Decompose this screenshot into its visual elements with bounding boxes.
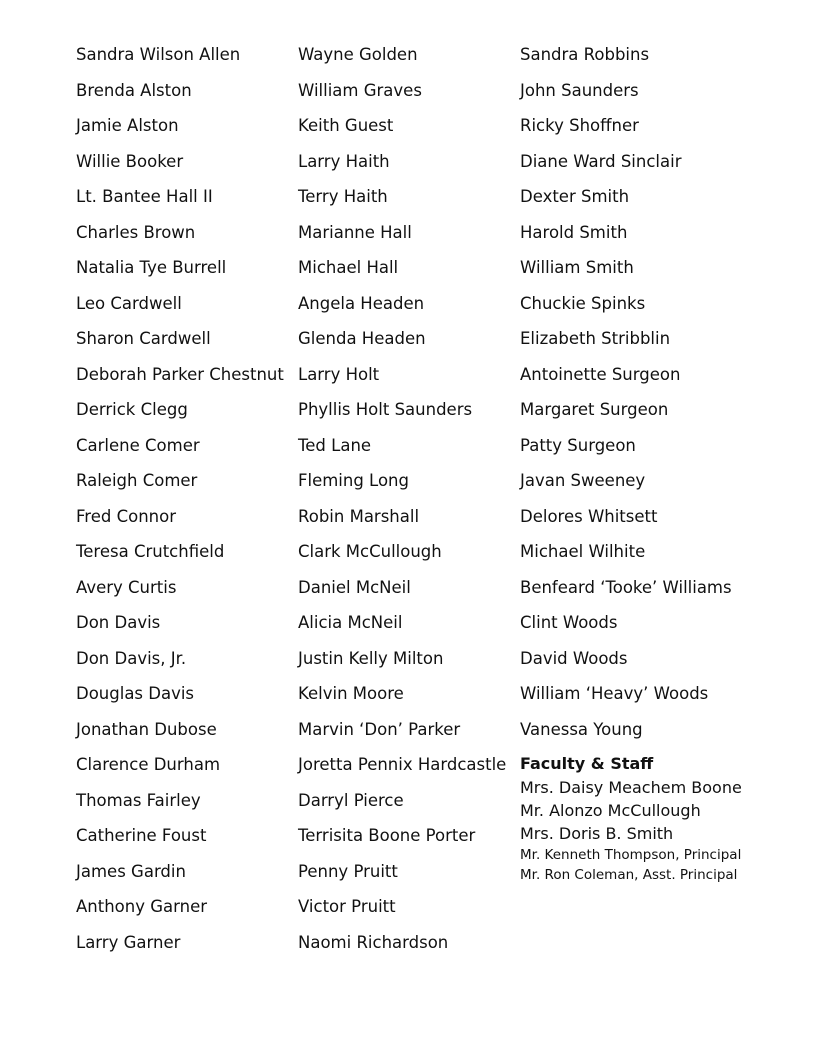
name-entry: Kelvin Moore: [298, 684, 404, 703]
faculty-member: Mrs. Daisy Meachem Boone: [520, 778, 742, 797]
name-entry: Dexter Smith: [520, 187, 630, 206]
name-entry: Sandra Robbins: [520, 45, 650, 64]
name-entry: Marianne Hall: [298, 222, 412, 242]
name-entry: Wayne Golden: [298, 45, 418, 64]
name-entry: Natalia Tye Burrell: [76, 258, 227, 277]
principal-line: Mr. Kenneth Thompson, Principal: [520, 847, 742, 863]
name-entry: Larry Haith: [298, 151, 390, 171]
name-entry: Margaret Surgeon: [520, 400, 669, 419]
name-entry: William Graves: [298, 80, 422, 100]
name-entry: Raleigh Comer: [76, 471, 198, 490]
name-entry: Harold Smith: [520, 222, 628, 242]
name-column-3: [520, 42, 780, 752]
name-entry: Jamie Alston: [76, 116, 179, 135]
name-entry: Don Davis, Jr.: [76, 648, 187, 668]
name-entry: Clark McCullough: [298, 542, 442, 561]
name-entry: Elizabeth Stribblin: [520, 329, 671, 348]
name-entry: Keith Guest: [298, 116, 394, 135]
name-entry: Diane Ward Sinclair: [520, 151, 682, 171]
name-entry: Willie Booker: [76, 151, 184, 171]
assistant-principal-line: Mr. Ron Coleman, Asst. Principal: [520, 867, 738, 883]
name-entry: Larry Holt: [298, 364, 380, 384]
name-entry: Joretta Pennix Hardcastle: [298, 755, 507, 774]
name-entry: Fred Connor: [76, 506, 176, 526]
name-entry: Lt. Bantee Hall II: [76, 187, 213, 206]
name-entry: Jonathan Dubose: [76, 719, 217, 739]
faculty-staff-heading: Faculty & Staff: [520, 754, 654, 773]
name-entry: Thomas Fairley: [76, 790, 201, 810]
name-entry: Penny Pruitt: [298, 861, 398, 881]
name-entry: William Smith: [520, 258, 634, 277]
name-entry: Anthony Garner: [76, 897, 208, 916]
name-entry: Brenda Alston: [76, 80, 192, 100]
name-entry: Benfeard ‘Tooke’ Williams: [520, 577, 732, 597]
name-entry: Darryl Pierce: [298, 790, 404, 810]
name-entry: John Saunders: [520, 80, 639, 100]
name-entry: Douglas Davis: [76, 684, 195, 703]
name-entry: Don Davis: [76, 613, 161, 632]
name-entry: Avery Curtis: [76, 577, 177, 597]
name-entry: David Woods: [520, 648, 628, 668]
name-entry: Vanessa Young: [520, 719, 643, 739]
name-entry: Phyllis Holt Saunders: [298, 400, 473, 419]
name-entry: Teresa Crutchfield: [76, 542, 225, 561]
name-entry: William ‘Heavy’ Woods: [520, 684, 709, 703]
name-entry: Robin Marshall: [298, 506, 420, 526]
name-entry: Patty Surgeon: [520, 435, 636, 455]
name-entry: Larry Garner: [76, 932, 181, 952]
name-entry: Derrick Clegg: [76, 400, 188, 419]
name-entry: Ted Lane: [298, 435, 372, 455]
name-entry: Catherine Foust: [76, 826, 207, 845]
name-entry: Terrisita Boone Porter: [298, 826, 476, 845]
name-entry: Sharon Cardwell: [76, 329, 211, 348]
name-entry: Clint Woods: [520, 613, 618, 632]
name-entry: Justin Kelly Milton: [298, 648, 444, 668]
name-column-2: [298, 42, 512, 965]
name-entry: Chuckie Spinks: [520, 293, 646, 313]
name-entry: Charles Brown: [76, 222, 196, 242]
name-entry: James Gardin: [76, 861, 186, 881]
name-column-1: [76, 42, 290, 965]
name-entry: Antoinette Surgeon: [520, 364, 681, 384]
name-entry: Leo Cardwell: [76, 293, 182, 313]
name-entry: Michael Wilhite: [520, 542, 646, 561]
name-entry: Naomi Richardson: [298, 932, 449, 952]
name-entry: Michael Hall: [298, 258, 399, 277]
name-entry: Terry Haith: [298, 187, 388, 206]
faculty-member: Mrs. Doris B. Smith: [520, 824, 674, 843]
name-entry: Marvin ‘Don’ Parker: [298, 719, 461, 739]
name-entry: Carlene Comer: [76, 435, 200, 455]
faculty-staff-section: [520, 752, 790, 885]
faculty-member: Mr. Alonzo McCullough: [520, 801, 701, 820]
name-entry: Clarence Durham: [76, 755, 221, 774]
name-entry: Sandra Wilson Allen: [76, 45, 241, 64]
name-entry: Fleming Long: [298, 471, 409, 490]
name-entry: Delores Whitsett: [520, 506, 658, 526]
name-entry: Ricky Shoffner: [520, 116, 639, 135]
name-entry: Javan Sweeney: [520, 471, 646, 490]
name-entry: Daniel McNeil: [298, 577, 411, 597]
name-entry: Alicia McNeil: [298, 613, 403, 632]
name-entry: Glenda Headen: [298, 329, 426, 348]
name-entry: Deborah Parker Chestnut: [76, 364, 284, 384]
name-entry: Angela Headen: [298, 293, 425, 313]
name-entry: Victor Pruitt: [298, 897, 396, 916]
